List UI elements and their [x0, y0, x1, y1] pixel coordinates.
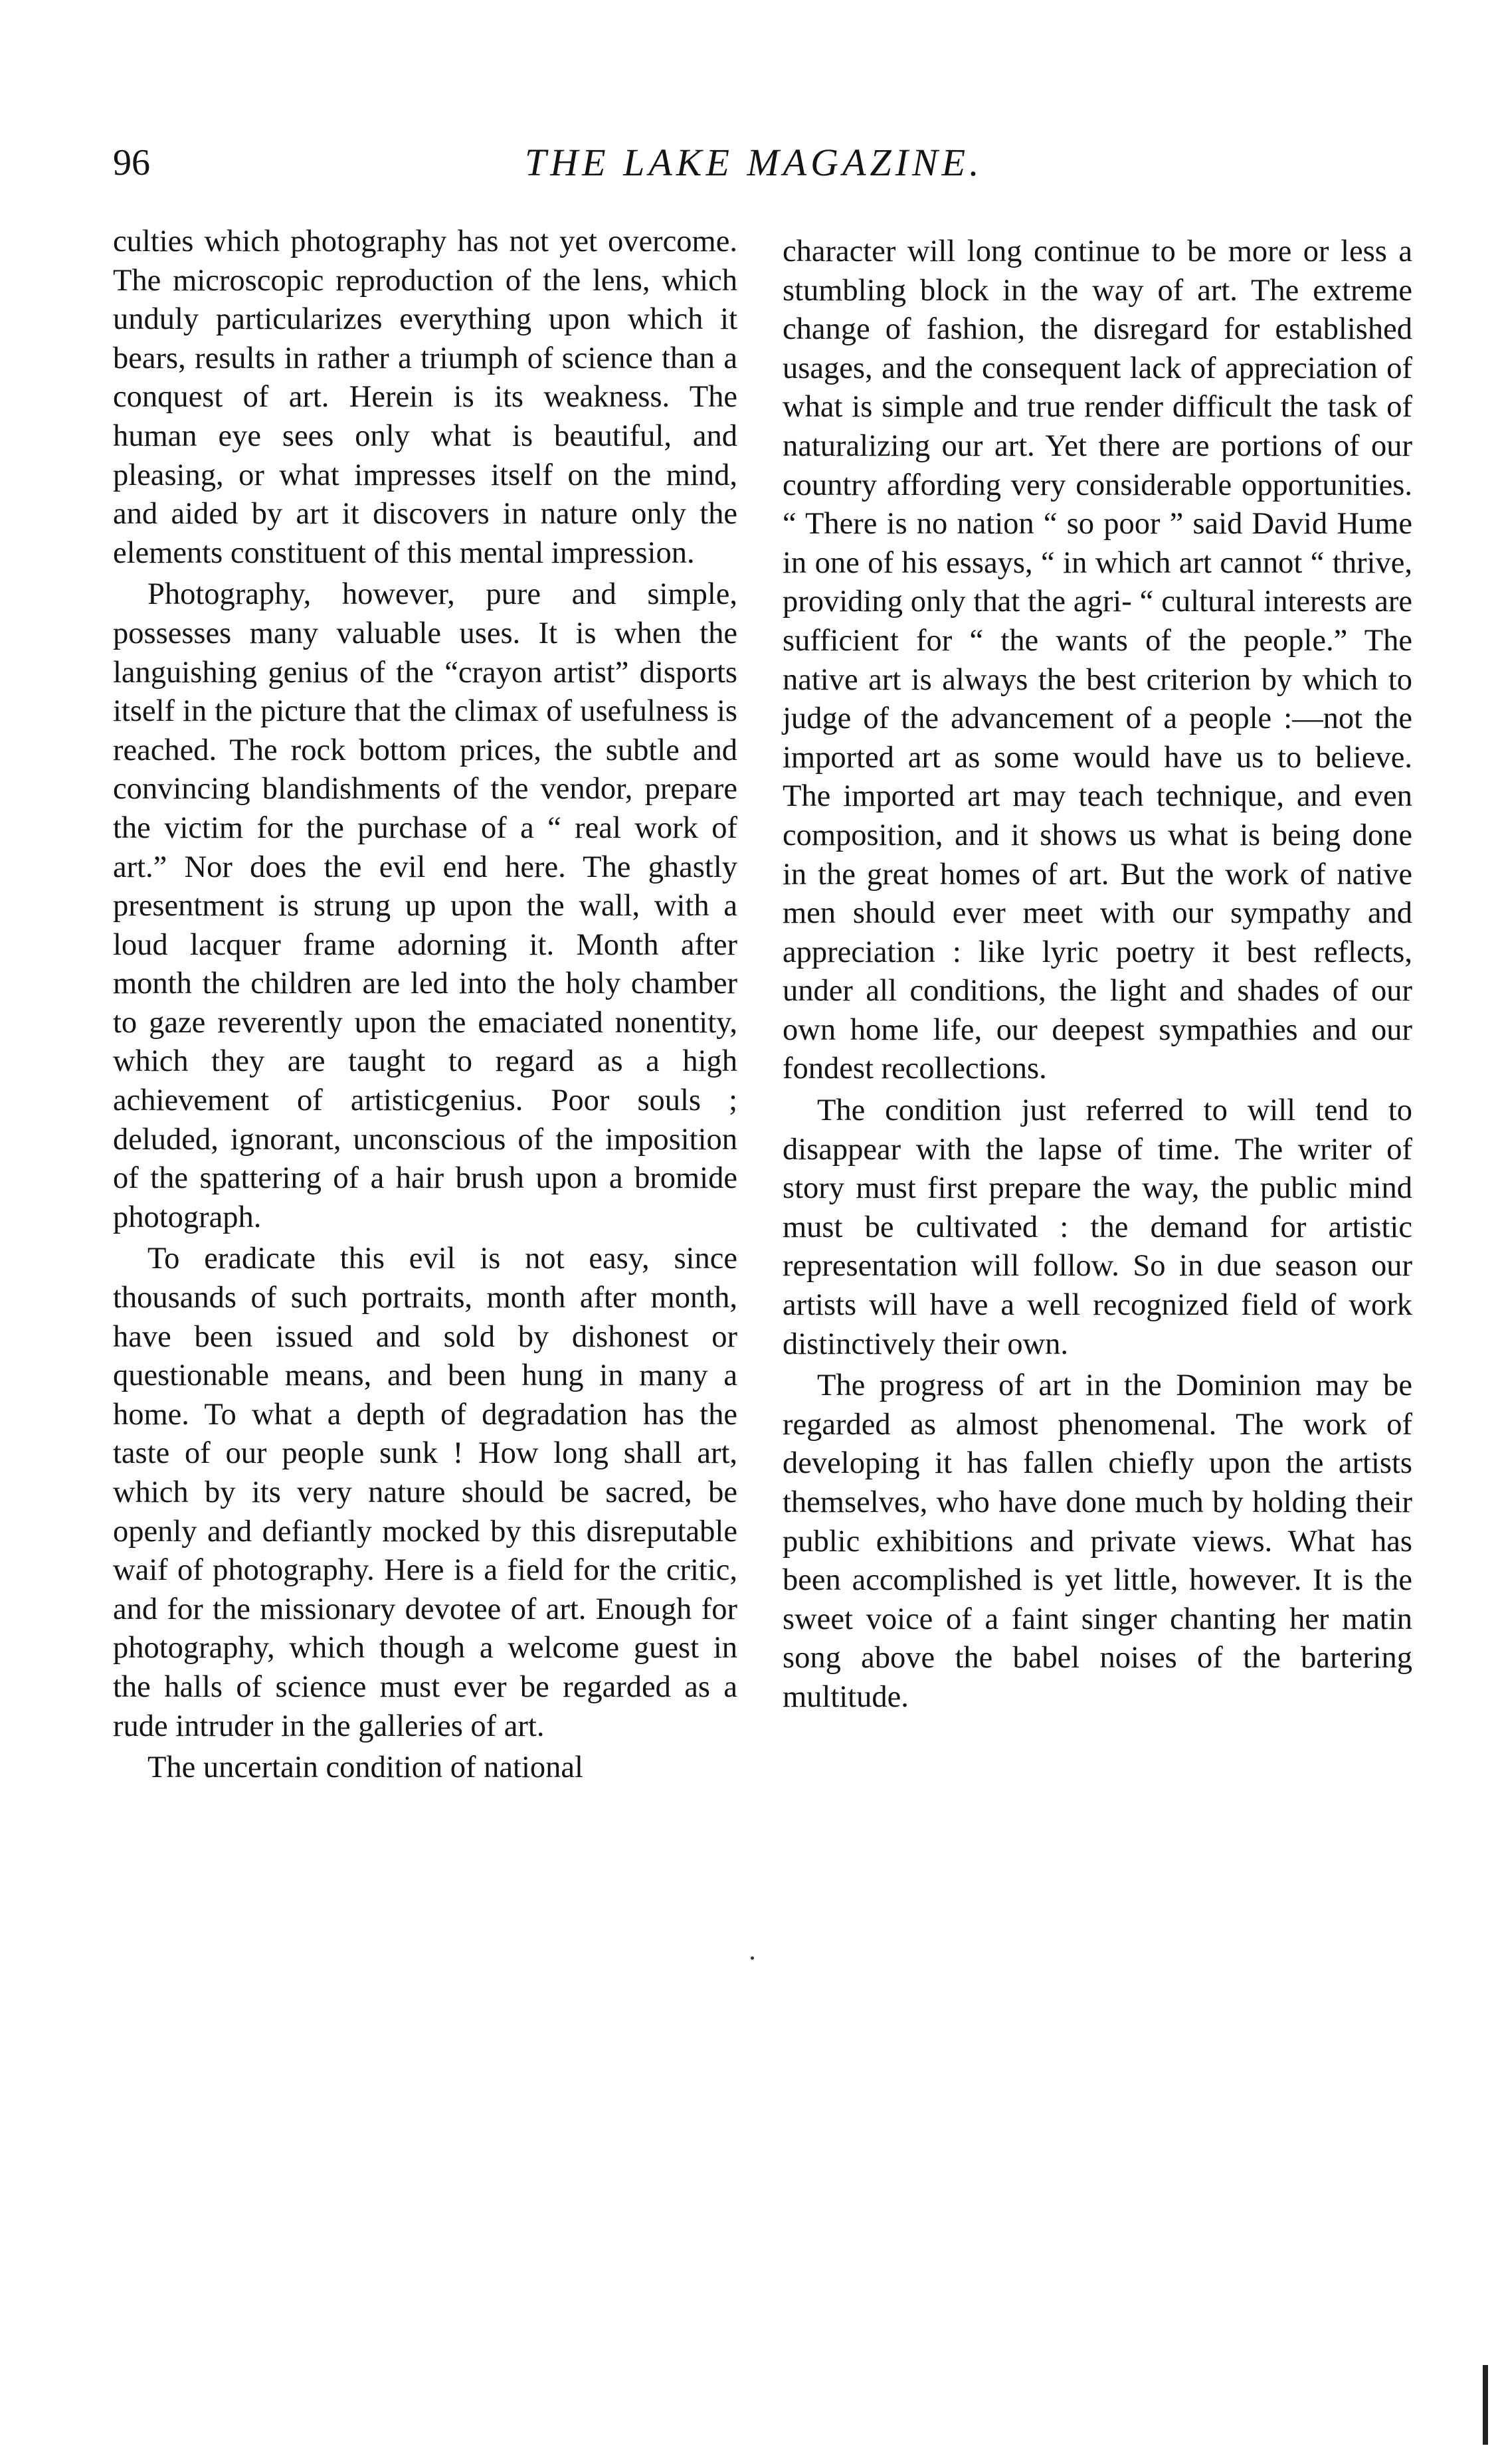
- right-column: [783, 233, 1412, 1717]
- left-paragraph-3: To eradicate this evil is not easy, since thousands of such portraits, month after month, have been issued and sold by dishonest or questionable means, and been hung in many a home. To what a depth of degradation has the taste of our people sunk ! How long shall art, which by its very nature should be sacred, be openly and defiantly mocked by this disreputable waif of photography. Here is a field for the critic, and for the missionary devotee of art. Enough for photography, which though a welcome guest in the halls of science must ever be regarded as a rude intruder in the galleries of art.: [113, 1242, 737, 1743]
- page-header: [113, 136, 1395, 196]
- margin-speck: [751, 1956, 754, 1960]
- left-paragraph-4: The uncertain condition of national: [147, 1751, 583, 1785]
- running-title: THE LAKE MAGAZINE.: [525, 141, 983, 184]
- right-paragraph-3: The progress of art in the Dominion may be regarded as almost phenomenal. The work of developing it has fallen chiefly upon the artists themselves, who have done much by holding their public exhibitions and private views. What has been accomplished is yet little, however. It is the sweet voice of a faint singer chanting her matin song above the babel noises of the bartering multitude.: [783, 1369, 1412, 1714]
- left-paragraph-1: culties which photography has not yet overcome. The microscopic reproduction of the lens, which unduly particularizes everything upon which it bears, results in rather a triumph of science than a conquest of art. Herein is its weakness. The human eye sees only what is beautiful, and pleasing, or what impresses itself on the mind, and aided by art it discovers in nature only the elements constituent of this mental impression.: [113, 225, 737, 570]
- right-paragraph-2: The condition just referred to will tend to disappear with the lapse of time. The writer of story must first prepare the way, the public mind must be cultivated : the demand for artistic representation will follow. So in due season our artists will have a well recognized field of work distinctively their own.: [783, 1093, 1412, 1361]
- page-edge-mark: [1483, 2365, 1488, 2445]
- page-number: 96: [113, 142, 150, 183]
- right-paragraph-1: character will long continue to be more or less a stumbling block in the way of art. The extreme change of fashion, the disregard for established usages, and the consequent lack of appreciation of what is simple and true render difficult the task of naturalizing our art. Yet there are portions of our country affording very considerable opportunities. “ There is no nation “ so poor ” said David Hume in one of his essays, “ in which art cannot “ thrive, providing only that the agri- “ cultural interests are sufficient for “ the wants of the people.” The native art is always the best criterion by which to judge of the advancement of a people :—not the imported art as some would have us to believe. The imported art may teach technique, and even composition, and it shows us what is being done in the great homes of art. But the work of native men should ever meet with our sympathy and appreciation : like lyric poetry it best reflects, under all conditions, the light and shades of our own home life, our deepest sympathies and our fondest recollections.: [783, 235, 1412, 1086]
- left-paragraph-2: Photography, however, pure and simple, possesses many valuable uses. It is when the languishing genius of the “crayon artist” disports itself in the picture that the climax of usefulness is reached. The rock bottom prices, the subtle and convincing blandishments of the vendor, prepare the victim for the purchase of a “ real work of art.” Nor does the evil end here. The ghastly presentment is strung up upon the wall, with a loud lacquer frame adorning it. Month after month the children are led into the holy chamber to gaze reverently upon the emaciated nonentity, which they are taught to regard as a high achievement of artisticgenius. Poor souls ; deluded, ignorant, unconscious of the imposition of the spattering of a hair brush upon a bromide photograph.: [113, 577, 737, 1234]
- left-column: [113, 223, 737, 1788]
